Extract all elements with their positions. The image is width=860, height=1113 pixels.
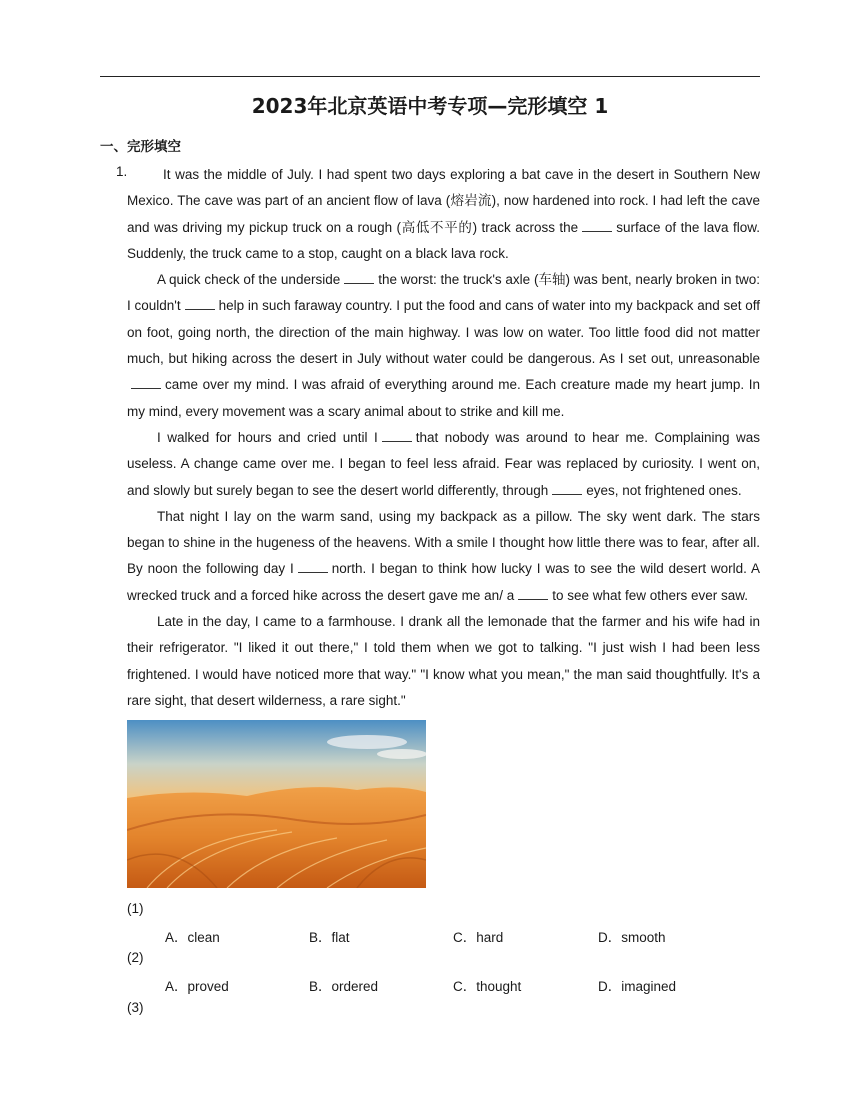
paragraph-text: eyes, not frightened ones. [586,482,742,498]
blank-7[interactable] [298,560,328,573]
option-1b[interactable]: B．flat [309,930,350,945]
section-heading: 一、完形填空 [100,139,181,155]
paragraph-text: the worst: the truck's axle (车轴) was bent, nearly broken in two: I couldn't [127,272,760,314]
paragraph-text: north. I began to think how lucky I was to see the wild desert world. A wrecked truck and a forced hike across the desert gave me an/ a [127,561,761,603]
paragraph-3 [127,425,760,504]
paragraph-text: Late in the day, I came to a farmhouse. I drank all the lemonade that the farmer and his wife had in their refrigerator. "I liked it out there," I told them when we got to talking. "I just wish I had been less frightened. I would have noticed more that way." "I know what you mean," the man said thoughtfully. It's a rare sight, that desert wilderness, a rare sight." [127,614,760,708]
paragraph-2 [127,267,760,425]
paragraph-1 [127,162,760,267]
paragraph-text: A quick check of the underside [157,272,341,288]
blank-3[interactable] [185,297,215,310]
blank-6[interactable] [552,482,582,495]
paragraph-text: That night I lay on the warm sand, using my backpack as a pillow. The sky went dark. The stars began to shine in the hugeness of the heavens. With a smile I thought how little there was to fear, after all. By noon the following day I [127,508,760,577]
question-label-1: (1) [127,901,144,916]
paragraph-text: help in such faraway country. I put the food and cans of water into my backpack and set off on foot, going north, the direction of the main highway. I was low on water. Too little food did not matter much, but hiking across the desert in July without water could be dangerous. As I set out, unreasonable [127,298,760,367]
passage [127,162,760,714]
paragraph-4 [127,504,760,609]
blank-8[interactable] [518,587,548,600]
paragraph-text: I walked for hours and cried until I [157,429,378,445]
paragraph-text: that nobody was around to hear me. Complaining was useless. A change came over me. I began to feel less afraid. Fear was replaced by curiosity. I went on, and slowly but surely began to see the desert world differently, through [127,429,760,498]
blank-5[interactable] [382,429,412,442]
blank-4[interactable] [131,376,161,389]
option-2a[interactable]: A．proved [165,979,229,994]
page-title: 2023年北京英语中考专项—完形填空 1 [251,94,609,118]
blank-1[interactable] [582,219,612,232]
option-1c[interactable]: C．hard [453,930,504,945]
paragraph-5 [127,609,760,714]
option-1a[interactable]: A．clean [165,930,220,945]
paragraph-text: came over my mind. I was afraid of everything around me. Each creature made my heart jump. In my mind, every movement was a scary animal about to strike and kill me. [127,377,760,419]
blank-2[interactable] [344,271,374,284]
option-2b[interactable]: B．ordered [309,979,379,994]
question-label-3: (3) [127,1000,144,1015]
option-2d[interactable]: D．imagined [598,979,677,994]
paragraph-text: surface of the lava flow. Suddenly, the truck came to a stop, caught on a black lava rock. [127,219,760,261]
header-rule [100,76,760,77]
desert-photo [127,720,426,888]
option-1d[interactable]: D．smooth [598,930,666,945]
paragraph-text: to see what few others ever saw. [552,587,749,603]
question-label-2: (2) [127,950,144,965]
paragraph-text: It was the middle of July. I had spent two days exploring a bat cave in the desert in Southern New Mexico. The cave was part of an ancient flow of lava (熔岩流), now hardened into rock. I had left the cave and was driving my pickup truck on a rough (高低不平的) track across the [127,167,760,235]
question-number: 1. [116,164,128,179]
option-2c[interactable]: C．thought [453,979,522,994]
